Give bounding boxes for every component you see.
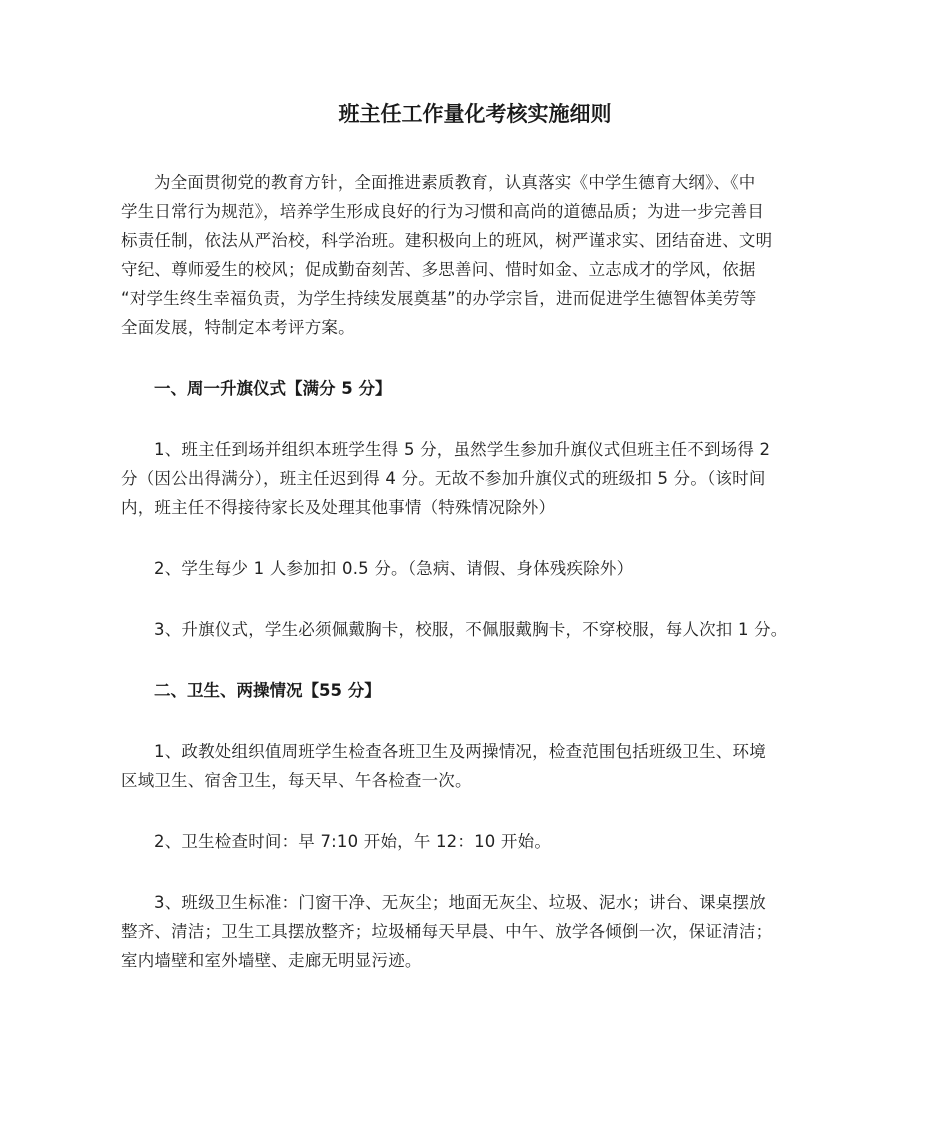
section1-item2 [121,554,831,583]
section-heading-flag-ceremony: 一、周一升旗仪式【满分 5 分】 [154,379,392,398]
section1-item3 [121,615,831,644]
item-line: 内，班主任不得接待家长及处理其他事情（特殊情况除外） [121,498,556,517]
item-line: 2、学生每少 1 人参加扣 0.5 分。（急病、请假、身体残疾除外） [154,559,634,578]
document-title: 班主任工作量化考核实施细则 [338,102,612,126]
item-line: 1、班主任到场并组织本班学生得 5 分，虽然学生参加升旗仪式但班主任不到场得 2 [154,440,771,459]
item-line: 1、政教处组织值周班学生检查各班卫生及两操情况，检查范围包括班级卫生、环境 [154,742,766,761]
section2-item1 [121,737,831,795]
intro-line: 标责任制，依法从严治校，科学治班。建积极向上的班风，树严谨求实、团结奋进、文明 [121,231,773,250]
section-heading-hygiene-exercises: 二、卫生、两操情况【55 分】 [154,681,381,700]
item-line: 分（因公出得满分），班主任迟到得 4 分。无故不参加升旗仪式的班级扣 5 分。（该时间 [121,469,766,488]
intro-paragraph [121,168,831,342]
section2-item3 [121,888,831,975]
intro-line: 学生日常行为规范》，培养学生形成良好的行为习惯和高尚的道德品质；为进一步完善目 [121,202,765,221]
intro-line: 全面发展，特制定本考评方案。 [121,318,355,337]
intro-line: 守纪、尊师爱生的校风；促成勤奋刻苦、多思善问、惜时如金、立志成才的学风，依据 [121,260,756,279]
section1-item1 [121,435,831,522]
item-line: 整齐、清洁；卫生工具摆放整齐；垃圾桶每天早晨、中午、放学各倾倒一次，保证清洁； [121,922,773,941]
section2-item2 [121,827,831,856]
item-line: 3、升旗仪式，学生必须佩戴胸卡，校服，不佩服戴胸卡，不穿校服，每人次扣 1 分。 [154,620,788,639]
item-line: 室内墙壁和室外墙壁、走廊无明显污迹。 [121,951,422,970]
item-line: 3、班级卫生标准：门窗干净、无灰尘；地面无灰尘、垃圾、泥水；讲台、课桌摆放 [154,893,766,912]
intro-line: “对学生终生幸福负责，为学生持续发展奠基”的办学宗旨，进而促进学生德智体美劳等 [121,289,757,308]
intro-line: 为全面贯彻党的教育方针，全面推进素质教育，认真落实《中学生德育大纲》、《中 [154,173,756,192]
item-line: 2、卫生检查时间：早 7:10 开始，午 12：10 开始。 [154,832,552,851]
item-line: 区域卫生、宿舍卫生，每天早、午各检查一次。 [121,771,472,790]
document-body [121,168,831,975]
